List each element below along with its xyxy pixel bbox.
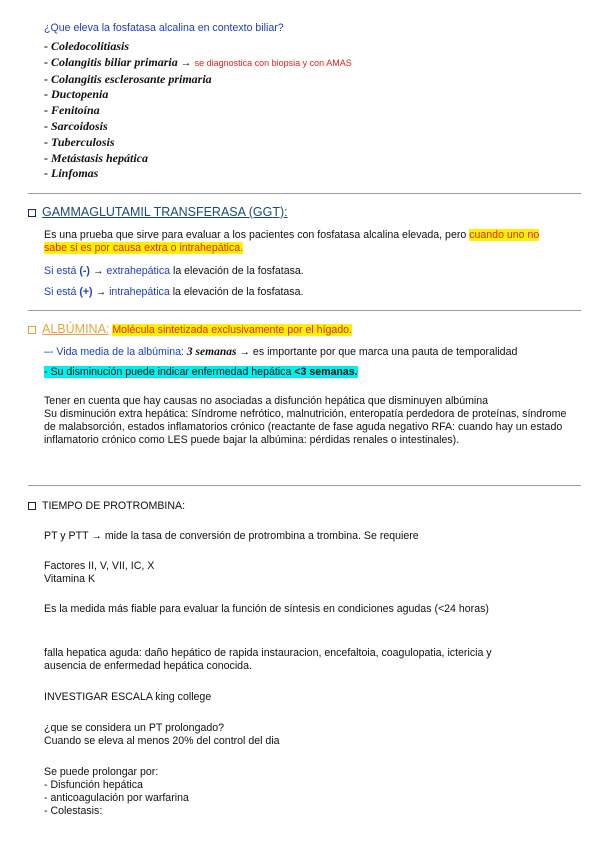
pt-ptt: PT y PTT → mide la tasa de conversión de protrombina a trombina. Se requiere [44, 530, 419, 542]
investigar: INVESTIGAR ESCALA king college [44, 691, 212, 703]
list-item: - Ductopenia [44, 87, 109, 102]
ggt-desc-text: Es una prueba que sirve para evaluar a los pacientes con fosfatasa alcalina elevada, pero [44, 229, 470, 241]
biliar-question: ¿Que eleva la fosfatasa alcalina en contexto biliar? [44, 22, 284, 34]
ggt-desc-highlight: cuando uno no [469, 229, 540, 241]
arrow-icon: → [180, 56, 192, 69]
albumina-para-1: Tener en cuenta que hay causas no asociadas a disfunción hepática que disminuyen albúmina [44, 395, 489, 407]
list-item: - Coledocolitiasis [44, 39, 129, 53]
divider [28, 485, 581, 486]
falla-hepatica: falla hepatica aguda: daño hepático de rapida instauracion, encefaltoia, coagulopatia, ictericia y ausencia de enfermedad hepática conocida. [44, 647, 492, 672]
pt-respuesta: Cuando se eleva al menos 20% del control del dia [44, 735, 280, 747]
list-item: - Sarcoidosis [44, 118, 108, 133]
checkbox-icon[interactable] [28, 502, 36, 510]
list-item: - Colangitis esclerosante primaria [44, 71, 212, 86]
vida-tail: → es importante por que marca una pauta de temporalidad [236, 346, 518, 358]
list-item: - Disfunción hepática [44, 779, 143, 791]
ggt-neg-place: extrahepática [106, 265, 171, 277]
albumina-vida-media [44, 346, 517, 358]
factores: Factores II, V, VII, IC, X [44, 560, 155, 572]
ggt-desc-highlight: sabe si es por causa extra o intrahepática. [44, 242, 244, 254]
list-item: - Tuberculosis [44, 134, 115, 149]
disminucion-bold: <3 semanas. [294, 366, 358, 378]
medida-fiable: Es la medida más fiable para evaluar la función de síntesis en condiciones agudas (<24 horas) [44, 603, 489, 615]
vitamina: Vitamina K [44, 573, 96, 585]
vida-value: 3 semanas [186, 346, 237, 358]
arrow-icon: → [89, 265, 107, 277]
list-item-text: - Colangitis biliar primaria [44, 54, 178, 69]
list-item: - Fenitoína [44, 103, 100, 118]
prolongar-title: Se puede prolongar por: [44, 766, 159, 778]
checkbox-icon[interactable] [28, 326, 36, 334]
albumina-para-2: Su disminución extra hepática: Síndrome nefrótico, malnutrición, enteropatía perdedora de proteínas, síndrome de malabsorción, estados inflamatorios crónico (reactante de fase aguda negativo RFA: cuando hay un estado inflamatorio crónico como LES puede bajar la albúmina: pérdidas renales o intestinales). [44, 408, 567, 446]
list-item: - Colestasis: [44, 805, 103, 817]
checkbox-icon[interactable] [28, 209, 36, 217]
list-item: - Metástasis hepática [44, 150, 148, 165]
list-item: - anticoagulación por warfarina [44, 792, 189, 804]
prolongar-list [44, 779, 189, 818]
ggt-pos-sign: (+) [79, 286, 93, 298]
protrombina-header [28, 500, 185, 512]
ggt-header [28, 205, 288, 219]
ggt-pos-lead: Si está [44, 286, 80, 298]
ggt-positive [44, 286, 303, 298]
biliar-list [44, 39, 352, 182]
ggt-neg-lead: Si está [44, 265, 80, 277]
ggt-neg-sign: (-) [79, 265, 90, 277]
arrow-icon: → [92, 286, 110, 298]
ggt-negative [44, 265, 304, 277]
list-item-cbp [44, 55, 352, 72]
divider [28, 193, 581, 194]
albumina-header [28, 322, 352, 336]
pt-pregunta: ¿que se considera un PT prolongado? [44, 722, 225, 734]
ggt-pos-place: intrahepática [109, 286, 170, 298]
cbp-note: se diagnostica con biopsia y con AMAS [194, 57, 352, 68]
albumina-title-desc: Molécula sintetizada exclusivamente por el hígado. [112, 324, 353, 336]
protrombina-title: TIEMPO DE PROTROMBINA: [42, 500, 186, 512]
albumina-title: ALBÚMINA: [42, 322, 110, 336]
disminucion-text: - Su disminución puede indicar enfermedad hepática [44, 366, 295, 378]
vida-lead: –- Vida media de la albúmina: [44, 346, 187, 358]
divider [28, 310, 581, 311]
list-item: - Linfomas [44, 166, 99, 181]
ggt-description [44, 229, 564, 255]
ggt-neg-tail: la elevación de la fosfatasa. [170, 265, 304, 277]
ggt-pos-tail: la elevación de la fosfatasa. [169, 286, 304, 298]
ggt-title: GAMMAGLUTAMIL TRANSFERASA (GGT): [42, 205, 288, 219]
albumina-disminucion [44, 366, 358, 378]
